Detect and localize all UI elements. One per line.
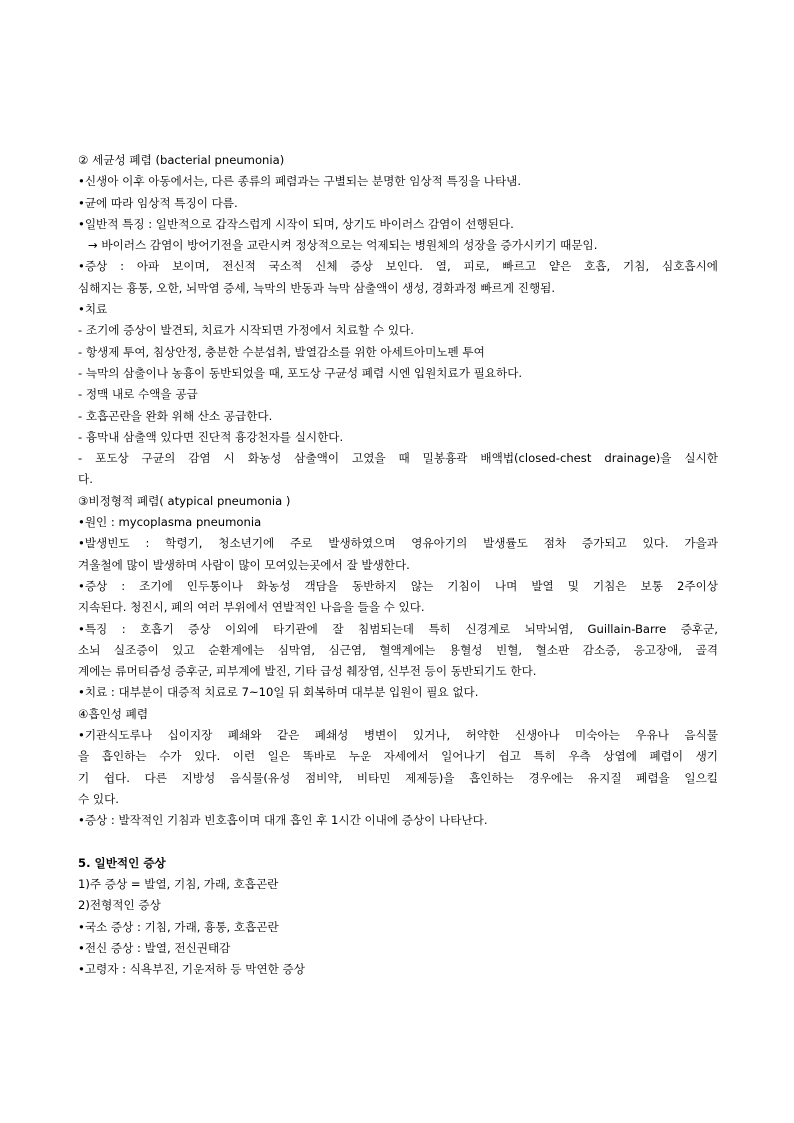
aspiration-pneumonia-heading: ④흡인성 폐렴 <box>78 706 149 721</box>
treatment-item: - 조기에 증상이 발견되, 치료가 시작되면 가정에서 치료할 수 있다. <box>78 323 414 338</box>
treatment-item: - 정맥 내로 수액을 공급 <box>78 387 198 402</box>
atypical-cause: •원인 : mycoplasma pneumonia <box>78 515 262 530</box>
aspiration-desc-line-1: •기관식도루나 십이지장 폐쇄와 같은 폐쇄성 병변이 있거나, 허약한 신생아나 미숙아는 우유나 음식물 <box>78 728 718 743</box>
atypical-frequency-line-2: 겨울철에 많이 발생하며 사람이 많이 모여있는곳에서 잘 발생한다. <box>78 557 410 572</box>
aspiration-desc-line-3: 기 쉽다. 다른 지방성 음식물(유성 점비약, 비타민 제제등)을 흡인하는 경우에는 유지질 폐렴을 일으킬 <box>78 770 718 785</box>
atypical-symptoms-line-2: 지속된다. 청진시, 폐의 여러 부위에서 연발적인 나음을 들을 수 있다. <box>78 600 425 615</box>
atypical-features-line-3: 계에는 류머티즘성 증후군, 피부계에 발진, 기타 급성 췌장염, 신부전 등이 동반되기도 한다. <box>78 664 537 679</box>
systemic-symptoms: •전신 증상 : 발열, 전신권태감 <box>78 940 231 955</box>
atypical-treatment: •치료 : 대부분이 대증적 치료로 7~10일 뒤 회복하며 대부분 입원이 필요 없다. <box>78 685 479 700</box>
atypical-symptoms-line-1: •증상 : 조기에 인두통이나 화농성 객담을 동반하지 않는 기침이 나며 발열 및 기침은 보통 2주이상 <box>78 578 718 593</box>
section-5-heading: 5. 일반적인 증상 <box>78 855 166 870</box>
section-spacer <box>78 832 718 853</box>
bacterial-symptoms-line-2: 심해지는 흉통, 오한, 뇌막염 증세, 늑막의 반동과 늑막 삼출액이 생성, 경화과정 빠르게 진행됨. <box>78 280 556 295</box>
local-symptoms: •국소 증상 : 기침, 가래, 흉통, 호흡곤란 <box>78 919 279 934</box>
aspiration-desc-line-2: 을 흡인하는 수가 있다. 이런 일은 똑바로 누운 자세에서 일어나기 쉽고 특히 우측 상엽에 폐렴이 생기 <box>78 749 718 764</box>
document-page <box>78 150 718 981</box>
aspiration-desc-line-4: 수 있다. <box>78 791 119 806</box>
main-symptoms: 1)주 증상 = 발열, 기침, 가래, 호흡곤란 <box>78 877 279 892</box>
typical-symptoms-heading: 2)전형적인 증상 <box>78 898 161 913</box>
treatment-item: - 흉막내 삼출액 있다면 진단적 흉강천자를 실시한다. <box>78 429 344 444</box>
treatment-item: - 호흡곤란을 완화 위해 산소 공급한다. <box>78 408 273 423</box>
bacterial-general-features: •일반적 특징 : 일반적으로 갑작스럽게 시작이 되며, 상기도 바이러스 감염이 선행된다. <box>78 216 514 231</box>
treatment-item: - 항생제 투여, 침상안정, 충분한 수분섭취, 발열감소를 위한 아세트아미노펜 투여 <box>78 344 485 359</box>
bacterial-line-2: •균에 따라 임상적 특징이 다름. <box>78 195 238 210</box>
bacterial-pneumonia-heading: ② 세균성 폐렴 (bacterial pneumonia) <box>78 153 285 167</box>
bacterial-arrow-note: → 바이러스 감염이 방어기전을 교란시켜 정상적으로는 억제되는 병원체의 성장을 증가시키기 때문임. <box>88 238 598 253</box>
atypical-frequency-line-1: •발생빈도 : 학령기, 청소년기에 주로 발생하였으며 영유아기의 발생률도 점차 증가되고 있다. 가을과 <box>78 536 718 551</box>
atypical-pneumonia-heading: ③비정형적 폐렴( atypical pneumonia ) <box>78 493 291 508</box>
treatment-item-continued: 다. <box>78 472 93 487</box>
bacterial-line-1: •신생아 이후 아동에서는, 다른 종류의 폐렴과는 구별되는 분명한 임상적 특징을 나타냄. <box>78 174 522 189</box>
treatment-item: - 포도상 구균의 감염 시 화농성 삼출액이 고였을 때 밀봉흉곽 배액법(closed-chest drainage)을 실시한 <box>78 451 718 466</box>
treatment-item: - 늑막의 삼출이나 농흉이 동반되었을 때, 포도상 구균성 폐렴 시엔 입원치료가 필요하다. <box>78 365 523 380</box>
atypical-features-line-2: 소뇌 실조증이 있고 순환계에는 심막염, 심근염, 혈액계에는 용혈성 빈혈, 혈소판 감소증, 응고장애, 골격 <box>78 642 718 657</box>
bacterial-treatment-heading: •치료 <box>78 302 108 317</box>
elderly-symptoms: •고령자 : 식욕부진, 기운저하 등 막연한 증상 <box>78 962 305 977</box>
aspiration-symptoms: •증상 : 발작적인 기침과 빈호흡이며 대개 흡인 후 1시간 이내에 증상이 나타난다. <box>78 813 488 828</box>
atypical-features-line-1: •특징 : 호흡기 증상 이외에 타기관에 잘 침범되는데 특히 신경계로 뇌막뇌염, Guillain-Barre 증후군, <box>78 621 718 636</box>
bacterial-symptoms-line-1: •증상 : 아파 보이며, 전신적 국소적 신체 증상 보인다. 열, 피로, 빠르고 얕은 호흡, 기침, 심호흡시에 <box>78 259 718 274</box>
